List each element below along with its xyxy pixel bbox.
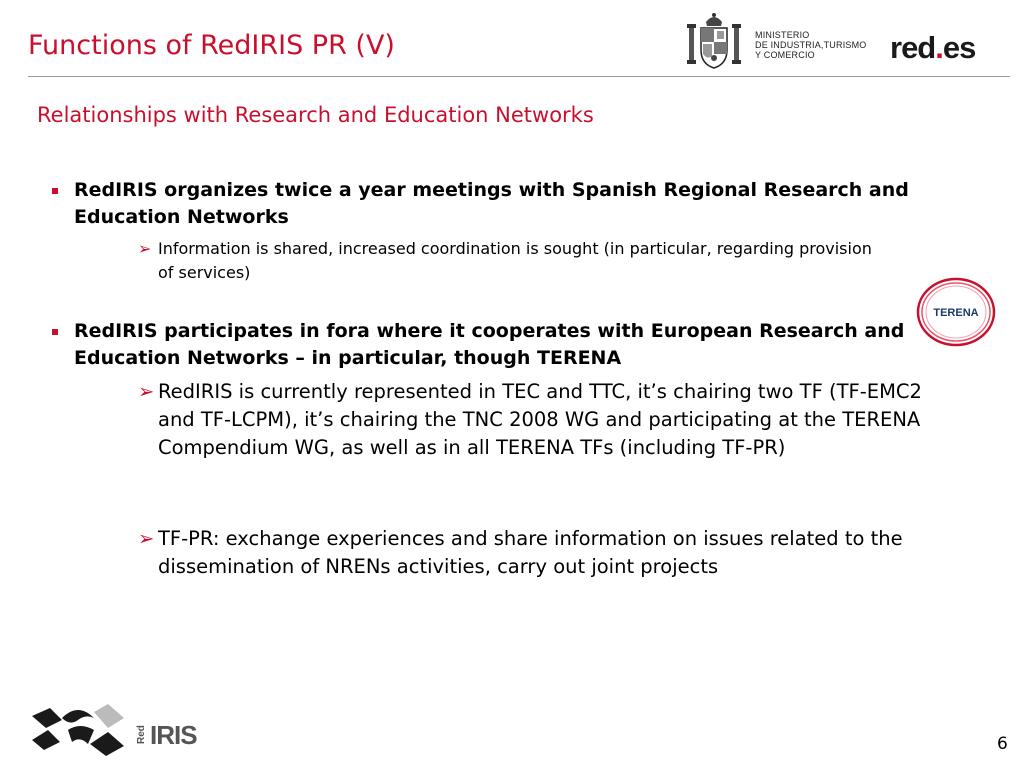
sub-bullet-text: RedIRIS is currently represented in TEC and TTC, it’s chairing two TF (TF-EMC2 and TF-LCPM), it’s chairing the TNC 2008 WG and participating at the TERENA Compendium WG, as well as in all TERENA TFs (including TF-PR) (158, 380, 922, 459)
sub-bullet-item (138, 237, 878, 285)
sub-bullet-item (138, 525, 938, 581)
bullet-square-icon (52, 329, 58, 335)
arrow-bullet-icon: ➢ (138, 239, 152, 258)
redes-logo-part: es (942, 30, 976, 65)
terena-logo-icon (914, 276, 998, 348)
rediris-logo-text: IRIS (150, 720, 197, 750)
slide-subtitle: Relationships with Research and Education Networks (37, 103, 594, 127)
page-number: 6 (997, 734, 1008, 754)
sub-bullet-text: TF-PR: exchange experiences and share information on issues related to the dissemination of NRENs activities, carry out joint projects (158, 527, 903, 578)
redes-logo-dot: . (935, 30, 943, 65)
bullet-item (74, 177, 924, 231)
ministry-line: Y COMERCIO (755, 50, 815, 60)
sub-bullet-text: Information is shared, increased coordination is sought (in particular, regarding provision of services) (158, 239, 872, 282)
rediris-logo-small-text: Red (136, 725, 147, 744)
terena-logo-text: TERENA (933, 307, 979, 319)
bullet-text: RedIRIS organizes twice a year meetings with Spanish Regional Research and Education Networks (74, 179, 909, 228)
ministry-line: DE INDUSTRIA,TURISMO (755, 40, 867, 50)
spain-crest-icon (686, 12, 742, 70)
title-divider (28, 76, 1010, 77)
redes-logo (890, 30, 975, 66)
bullet-item (74, 318, 924, 372)
ministry-line: MINISTERIO (755, 30, 810, 40)
slide-title: Functions of RedIRIS PR (V) (28, 30, 395, 61)
arrow-bullet-icon: ➢ (138, 527, 155, 550)
ministry-label (755, 30, 867, 60)
redes-logo-part: red (890, 30, 936, 65)
bullet-square-icon (52, 188, 58, 194)
rediris-logo-icon (28, 700, 218, 760)
arrow-bullet-icon: ➢ (138, 380, 155, 403)
bullet-text: RedIRIS participates in fora where it cooperates with European Research and Education Networks – in particular, though TERENA (74, 320, 905, 369)
sub-bullet-item (138, 378, 938, 462)
